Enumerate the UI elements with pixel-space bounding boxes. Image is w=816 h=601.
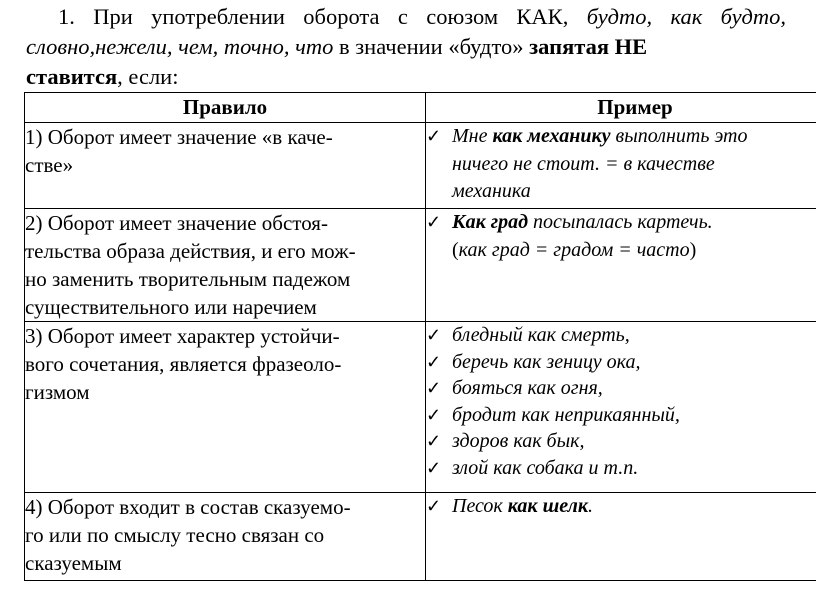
intro-conjunctions-2: словно,нежели, чем, точно, что	[26, 34, 334, 59]
intro-ending: , если:	[117, 64, 179, 89]
check-icon: ✓	[426, 126, 442, 146]
example-text: беречь как зеницу ока,	[452, 350, 641, 373]
rule-line: вого сочетания, является фразеоло-	[25, 352, 342, 376]
example-text: бояться как огня,	[452, 377, 603, 399]
example-item	[426, 428, 816, 455]
rule-line: существительного или наречием	[25, 295, 317, 319]
check-icon: ✓	[426, 431, 442, 451]
table-row	[25, 209, 816, 322]
example-post: посыпалась картечь.	[528, 211, 713, 233]
intro-text-start: При употреблении оборота с союзом КАК,	[93, 4, 569, 29]
rule-line: 2) Оборот имеет значение обстоя-	[25, 211, 328, 235]
example-pre: Песок	[452, 495, 508, 517]
example-text: злой как собака и т.п.	[452, 456, 639, 479]
example-post: .	[588, 495, 594, 517]
example-continuation: ничего не стоит. = в качестве	[452, 152, 715, 175]
intro-conjunctions-1: будто, как будто,	[586, 4, 787, 29]
rule-line: тельства образа действия, и его мож-	[25, 239, 356, 263]
example-pre: Мне	[452, 125, 493, 147]
intro-paragraph	[26, 2, 786, 92]
example-bold: Как град	[452, 211, 529, 233]
rule-cell-4	[25, 493, 426, 581]
intro-bold-rule-2: ставится	[26, 64, 118, 89]
example-paren	[452, 237, 816, 265]
rule-line: 1) Оборот имеет значение «в каче-	[25, 125, 333, 149]
intro-bold-rule-1: запятая НЕ	[529, 34, 648, 59]
example-cell-1	[426, 123, 816, 209]
intro-number: 1.	[58, 4, 75, 29]
rule-line: но заменить творительным падежом	[25, 267, 351, 291]
example-bold: как шелк	[507, 495, 589, 517]
rule-line: стве»	[25, 153, 74, 177]
rule-cell-1	[25, 123, 426, 209]
check-icon: ✓	[426, 457, 442, 478]
example-item	[426, 455, 816, 482]
example-item	[426, 322, 816, 349]
example-item	[426, 349, 816, 376]
paren-text: как град = градом = часто	[458, 238, 690, 261]
example-bold: как механику	[492, 125, 611, 147]
table-row	[25, 123, 816, 209]
header-example: Пример	[426, 93, 816, 123]
example-cell-3	[426, 322, 816, 493]
rules-table	[24, 92, 816, 581]
table-row	[25, 493, 816, 581]
check-icon: ✓	[426, 351, 442, 372]
rule-line: 3) Оборот имеет характер устойчи-	[25, 324, 340, 348]
check-icon: ✓	[426, 325, 442, 345]
rule-line: сказуемым	[25, 551, 122, 575]
example-item	[426, 493, 816, 521]
table-header-row	[25, 93, 816, 123]
example-text: бледный как смерть,	[452, 324, 630, 346]
example-cell-4	[426, 493, 816, 581]
rule-cell-2	[25, 209, 426, 322]
rule-line: го или по смыслу тесно связан со	[25, 523, 325, 547]
check-icon: ✓	[426, 378, 442, 398]
example-continuation: механика	[452, 180, 531, 202]
table-row	[25, 322, 816, 493]
example-cell-2	[426, 209, 816, 322]
rule-cell-3	[25, 322, 426, 493]
example-item	[426, 123, 816, 206]
example-item	[426, 209, 816, 264]
header-rule: Правило	[25, 93, 426, 123]
paren-close: )	[689, 238, 697, 261]
check-icon: ✓	[426, 496, 442, 516]
check-icon: ✓	[426, 404, 442, 425]
rule-line: 4) Оборот входит в состав сказуемо-	[25, 495, 351, 519]
rule-line: гизмом	[25, 380, 90, 404]
check-icon: ✓	[426, 212, 442, 232]
paren-open: (	[452, 238, 459, 261]
example-text: бродит как неприкаянный,	[452, 403, 680, 426]
example-item	[426, 402, 816, 429]
example-post: выполнить это	[610, 125, 748, 147]
example-text: здоров как бык,	[452, 430, 585, 452]
example-item	[426, 375, 816, 402]
intro-meaning: в значении «будто»	[339, 34, 524, 59]
